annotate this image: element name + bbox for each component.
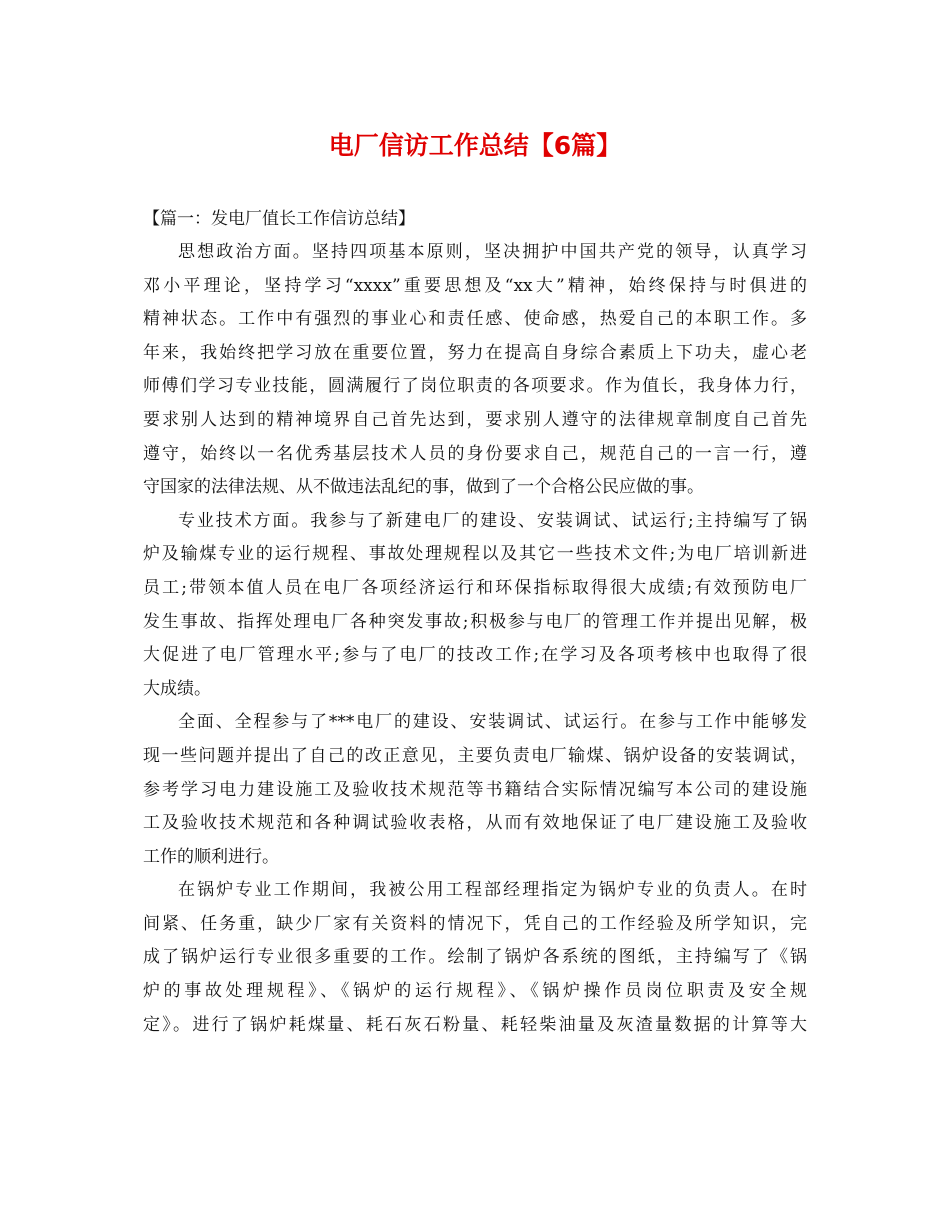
paragraph-line: 遵守，始终以一名优秀基层技术人员的身份要求自己，规范自己的一言一行，遵 xyxy=(143,443,807,464)
body-paragraph xyxy=(143,706,807,874)
paragraph-line: 在锅炉专业工作期间，我被公用工程部经理指定为锅炉专业的负责人。在时 xyxy=(178,880,807,901)
body-paragraph xyxy=(143,874,807,1042)
paragraph-line: 专业技术方面。我参与了新建电厂的建设、安装调试、试运行;主持编写了锅 xyxy=(178,510,807,531)
paragraph-line: 要求别人达到的精神境界自己首先达到，要求别人遵守的法律规章制度自己首先 xyxy=(143,409,807,430)
paragraph-line: 精神状态。工作中有强烈的事业心和责任感、使命感，热爱自己的本职工作。多 xyxy=(143,309,807,330)
paragraph-line: 炉及输煤专业的运行规程、事故处理规程以及其它一些技术文件;为电厂培训新进 xyxy=(143,544,807,565)
paragraph-line: 现一些问题并提出了自己的改正意见，主要负责电厂输煤、锅炉设备的安装调试， xyxy=(143,745,807,766)
paragraph-line: 炉的事故处理规程》、《锅炉的运行规程》、《锅炉操作员岗位职责及安全规 xyxy=(143,981,807,1002)
paragraph-line: 间紧、任务重，缺少厂家有关资料的情况下，凭自己的工作经验及所学知识，完 xyxy=(143,913,807,934)
paragraph-line: 员工;带领本值人员在电厂各项经济运行和环保指标取得很大成绩;有效预防电厂 xyxy=(143,577,807,598)
paragraph-line: 工及验收技术规范和各种调试验收表格，从而有效地保证了电厂建设施工及验收 xyxy=(143,813,807,834)
paragraph-list xyxy=(143,236,807,1042)
paragraph-line: 师傅们学习专业技能，圆满履行了岗位职责的各项要求。作为值长，我身体力行， xyxy=(143,376,807,397)
paragraph-line: 成了锅炉运行专业很多重要的工作。绘制了锅炉各系统的图纸，主持编写了《锅 xyxy=(143,947,807,968)
document-title: 电厂信访工作总结【6篇】 xyxy=(328,131,622,160)
paragraph-line: 参考学习电力建设施工及验收技术规范等书籍结合实际情况编写本公司的建设施 xyxy=(143,779,807,800)
paragraph-line: 邓小平理论，坚持学习“xxxx”重要思想及“xx大”精神，始终保持与时俱进的 xyxy=(143,275,807,296)
paragraph-line: 定》。进行了锅炉耗煤量、耗石灰石粉量、耗轻柴油量及灰渣量数据的计算等大 xyxy=(143,1014,807,1035)
paragraph-line: 思想政治方面。坚持四项基本原则，坚决拥护中国共产党的领导，认真学习 xyxy=(178,242,807,262)
paragraph-line: 发生事故、指挥处理电厂各种突发事故;积极参与电厂的管理工作并提出见解，极 xyxy=(143,611,807,632)
paragraph-line: 全面、全程参与了***电厂的建设、安装调试、试运行。在参与工作中能够发 xyxy=(178,712,807,733)
paragraph-line: 大促进了电厂管理水平;参与了电厂的技改工作;在学习及各项考核中也取得了很 xyxy=(143,645,807,666)
body-paragraph xyxy=(143,505,807,707)
paragraph-line: 年来，我始终把学习放在重要位置，努力在提高自身综合素质上下功夫，虚心老 xyxy=(143,342,807,363)
paragraph-line: 守国家的法律法规、从不做违法乱纪的事，做到了一个合格公民应做的事。 xyxy=(143,477,704,498)
paragraph-line: 大成绩。 xyxy=(143,678,211,699)
paragraph-line: 工作的顺利进行。 xyxy=(143,846,279,867)
section-heading: 【篇一：发电厂值长工作信访总结】 xyxy=(143,209,415,229)
document-body xyxy=(143,203,807,1042)
body-paragraph xyxy=(143,236,807,505)
